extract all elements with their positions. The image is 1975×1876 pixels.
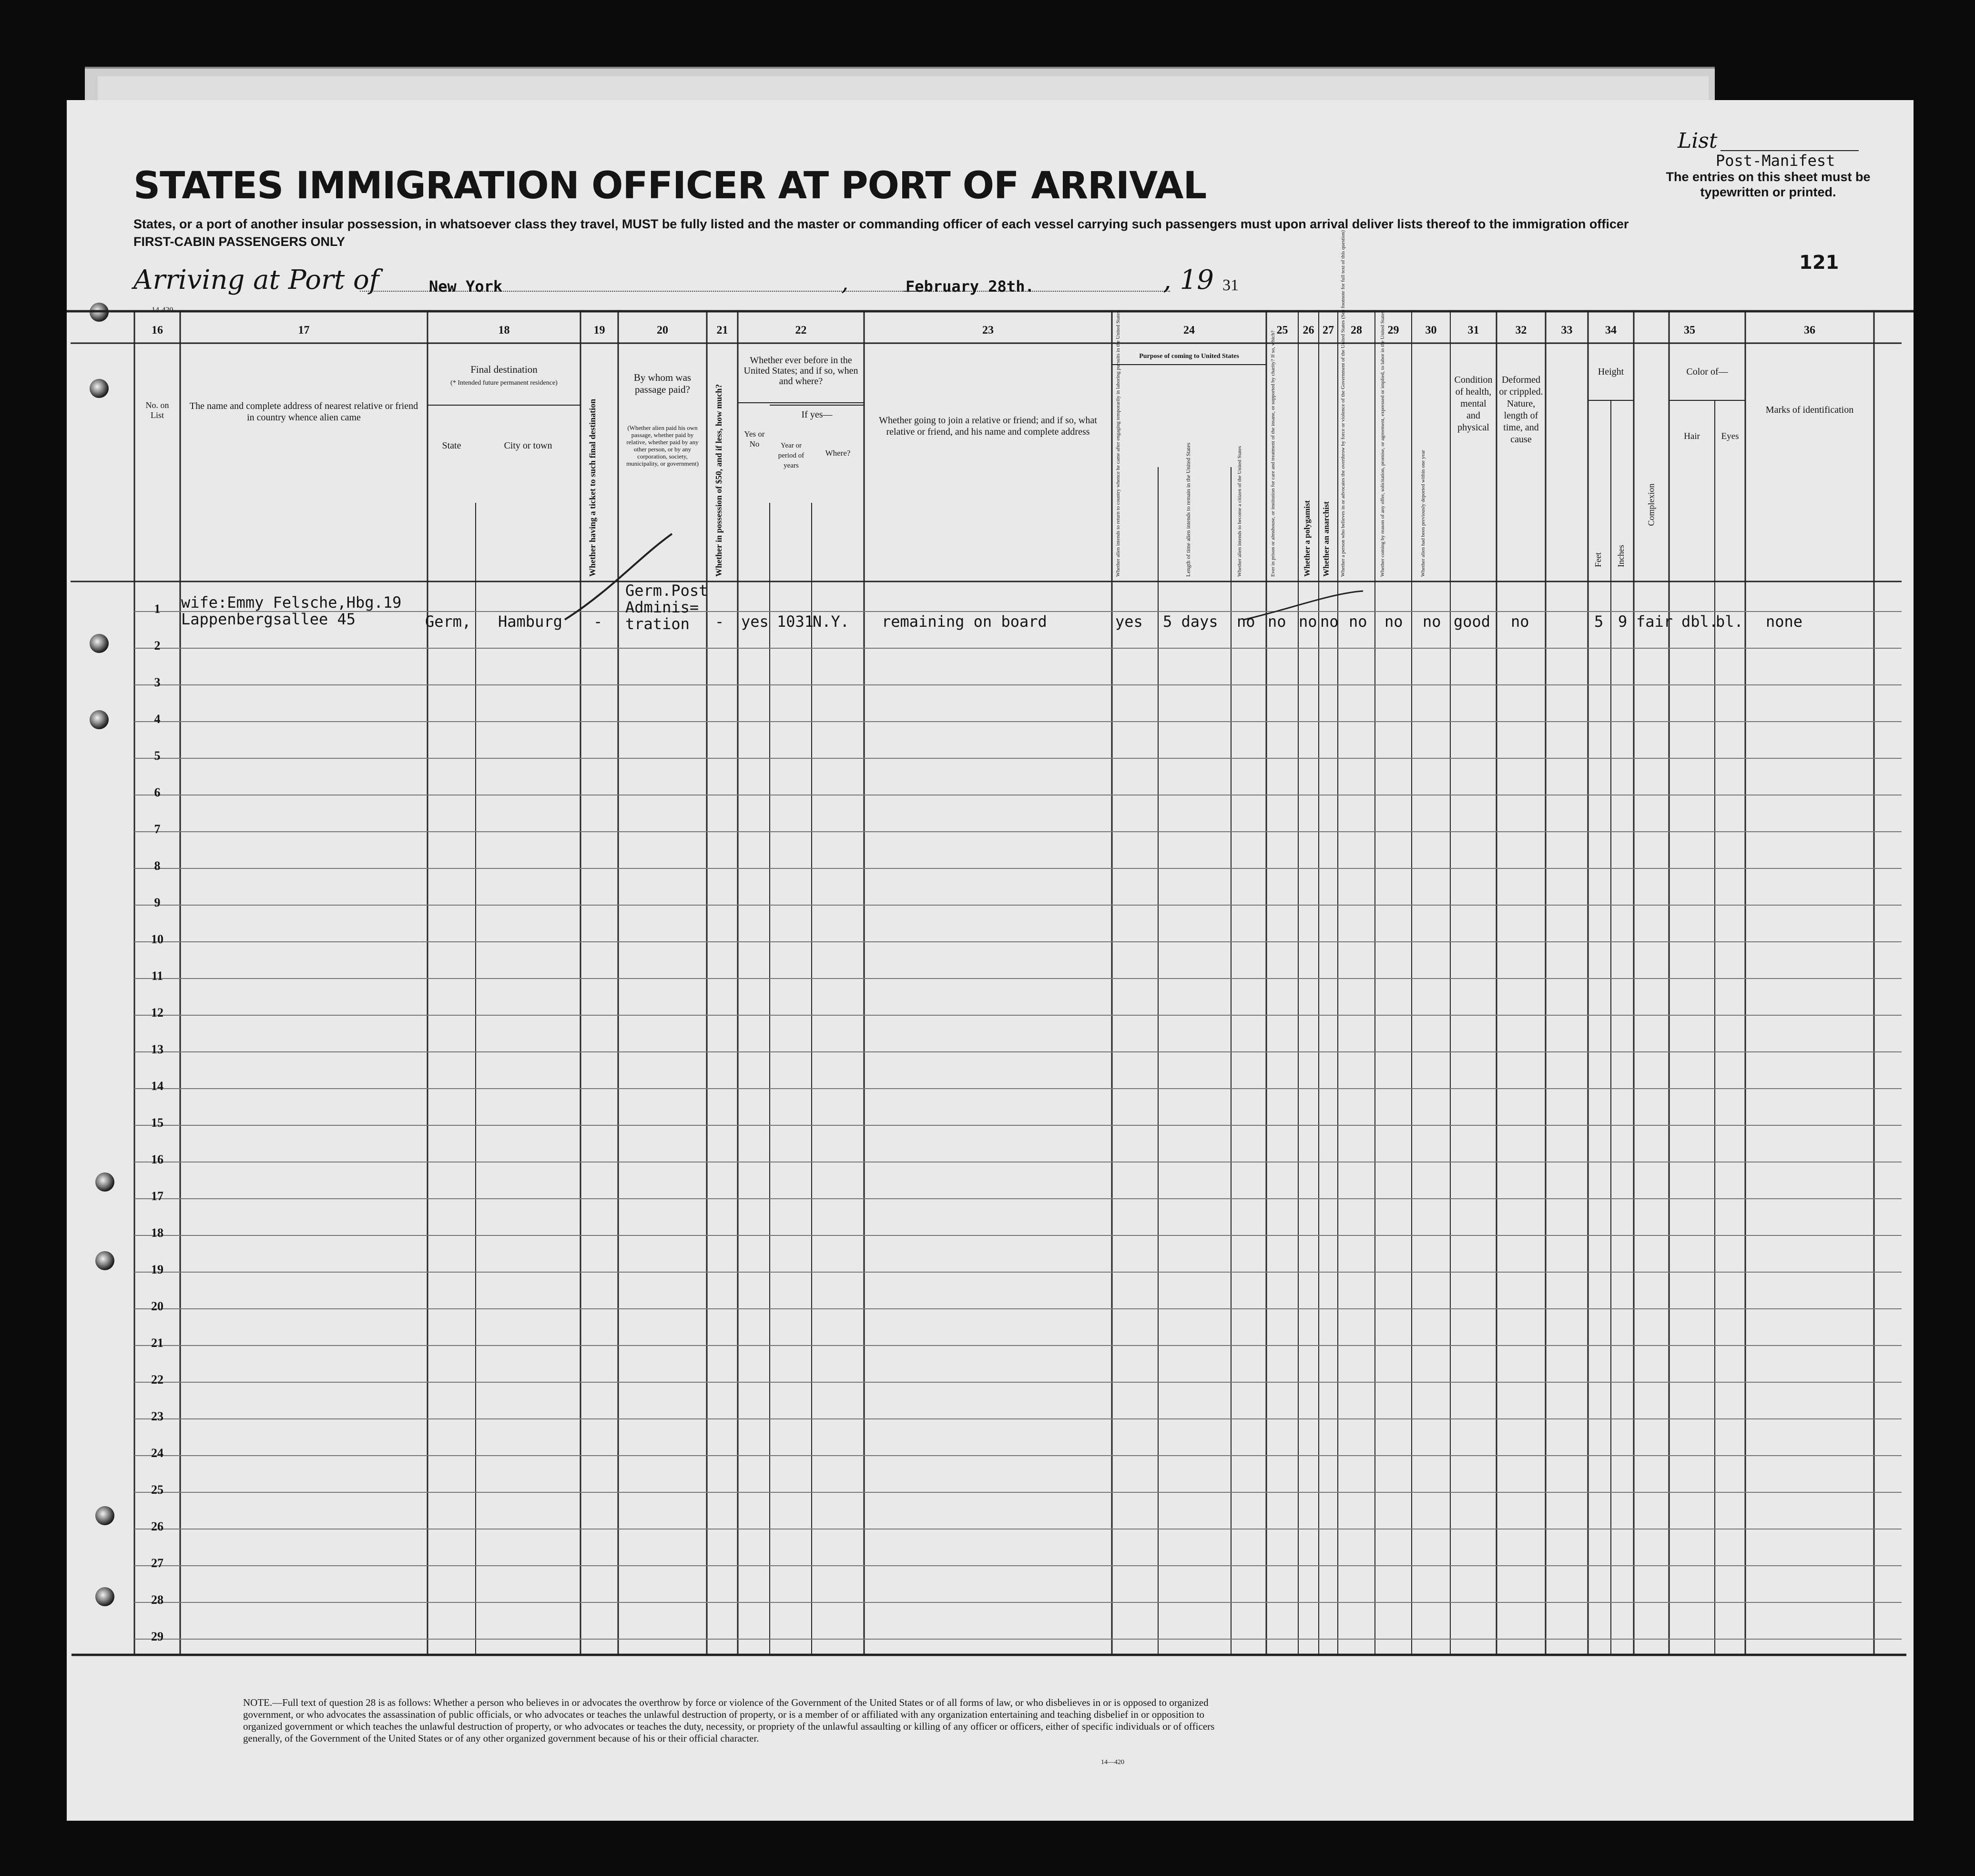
- row-number: 13: [151, 1042, 163, 1056]
- row-number: 20: [151, 1299, 163, 1313]
- col-num-20: 20: [657, 324, 668, 336]
- col-num-27: 27: [1323, 324, 1334, 336]
- entry-ticket: -: [593, 612, 603, 631]
- entry-polygamist: no: [1299, 612, 1317, 631]
- col-num-22: 22: [795, 324, 807, 336]
- header-anarchist: Whether an anarchist: [1322, 501, 1331, 577]
- entry-paid-by-3: tration: [625, 615, 690, 633]
- row-number: 28: [151, 1593, 163, 1607]
- entry-relative-line2: Lappenbergsallee 45: [181, 610, 356, 628]
- row-number: 7: [154, 822, 161, 836]
- header-deformed: Deformed or crippled. Nature, length of time, and cause: [1499, 375, 1543, 445]
- entry-offer: no: [1385, 612, 1403, 631]
- header-passage-paid: By whom was passage paid?: [633, 372, 692, 395]
- row-number: 25: [151, 1483, 163, 1497]
- col-num-34: 34: [1605, 324, 1617, 336]
- row-number: 3: [154, 675, 161, 689]
- header-where: Where?: [825, 449, 851, 458]
- col-num-29: 29: [1387, 324, 1399, 336]
- entry-before: yes: [741, 612, 769, 631]
- row-number: 14: [151, 1079, 163, 1093]
- col-num-18: 18: [498, 324, 510, 336]
- subtitle: States, or a port of another insular possession, in whatsoever class they travel, MUST be fully listed and the master or commanding officer of each vessel carrying such passengers must upon arrival deliver lists thereof to the immigration officer: [133, 217, 1629, 231]
- row-number: 1: [154, 602, 161, 616]
- header-purpose: Purpose of coming to United States: [1139, 353, 1239, 360]
- col-num-30: 30: [1425, 324, 1437, 336]
- footnote-question-28: NOTE.—Full text of question 28 is as follows: Whether a person who believes in or advocates the overthrow by force or violence of the Government of the United States or of all forms of law, or who disbelieves in or is opposed to organized government, or who advocates the assassination of public officials, or who advocates or teaches the unlawful destruction of property, or is a member of or affiliated with any organization entertaining and teaching disbelief in or opposition to organized government or which teaches the unlawful destruction of property, or who advocates or teaches the duty, necessity, or propriety of the unlawful assaulting or killing of any officer or officers, either of specific individuals or of officers generally, of the Government of the United States or of any other organized government because of his or their official character.: [243, 1697, 1215, 1744]
- entry-period: 1031: [777, 612, 814, 631]
- row-number: 12: [151, 1006, 163, 1020]
- row-number: 4: [154, 712, 161, 726]
- entry-joining: remaining on board: [882, 612, 1047, 631]
- header-purpose-citizen: Whether alien intends to become a citizen of the United States: [1237, 446, 1242, 577]
- row-number: 2: [154, 639, 161, 653]
- row-number: 5: [154, 749, 161, 763]
- manifest-page: [67, 100, 1914, 1821]
- entry-hair: dbl.: [1681, 612, 1719, 631]
- header-polygamist: Whether a polygamist: [1303, 500, 1312, 577]
- header-joining: Whether going to join a relative or friend; and if so, what relative or friend, and his name and complete address: [879, 415, 1097, 437]
- entry-deformed: no: [1511, 612, 1529, 631]
- header-health: Condition of health, mental and physical: [1454, 375, 1493, 433]
- row-number: 27: [151, 1556, 163, 1570]
- col-num-23: 23: [982, 324, 994, 336]
- entry-paid-by-1: Germ.Post: [625, 581, 708, 600]
- col-num-36: 36: [1804, 324, 1815, 336]
- header-feet: Feet: [1593, 552, 1603, 567]
- row-number: 29: [151, 1630, 163, 1643]
- entry-complexion: fair: [1636, 612, 1673, 631]
- entry-prison: no: [1268, 612, 1286, 631]
- form-code-bottom: 14—420: [1101, 1759, 1124, 1766]
- header-overthrow: Whether a person who believes in or advocates the overthrow by force or violence of the Government of the United States (See footnote for full text of this question): [1340, 230, 1346, 577]
- header-purpose-length: Length of time alien intends to remain in the United States: [1185, 442, 1191, 577]
- row-number: 16: [151, 1152, 163, 1166]
- header-offer: Whether coming by reason of any offer, solicitation, promise, or agreement, expressed or implied, to labor in the United States: [1380, 311, 1385, 577]
- col-num-24: 24: [1183, 324, 1195, 336]
- header-deported: Whether alien had been previously deported within one year: [1420, 450, 1426, 577]
- year-value: 31: [1222, 276, 1239, 294]
- entry-overthrow: no: [1349, 612, 1367, 631]
- header-hair: Hair: [1684, 431, 1700, 441]
- entry-inches: 9: [1618, 612, 1628, 631]
- header-marks: Marks of identification: [1765, 405, 1854, 415]
- header-period: Year or period of years: [778, 442, 804, 469]
- header-eyes: Eyes: [1721, 431, 1739, 441]
- header-passage-paid-note: (Whether alien paid his own passage, whether paid by relative, whether paid by any other person, or by any corporation, society, municipality, or government): [626, 424, 699, 467]
- row-number: 18: [151, 1226, 163, 1240]
- entry-state: Germ,: [425, 612, 471, 631]
- header-if-yes: If yes—: [801, 409, 833, 420]
- col-num-21: 21: [716, 324, 728, 336]
- row-number: 6: [154, 785, 161, 799]
- entries-instruction: The entries on this sheet must be typewritten or printed.: [1666, 170, 1871, 199]
- entry-length: 5 days: [1163, 612, 1218, 631]
- entry-return: yes: [1115, 612, 1143, 631]
- form-code-top: 14-420: [152, 306, 173, 314]
- header-final-destination: Final destination: [470, 364, 538, 375]
- header-final-destination-note: (* Intended future permanent residence): [450, 379, 558, 387]
- entry-relative-line1: wife:Emmy Felsche,Hbg.19: [181, 593, 402, 612]
- col-num-25: 25: [1276, 324, 1288, 336]
- entry-where: N.Y.: [813, 612, 850, 631]
- entry-paid-by-2: Adminis=: [625, 598, 699, 616]
- header-color-of: Color of—: [1686, 367, 1728, 377]
- col-num-16: 16: [152, 324, 163, 336]
- comma: ,: [841, 269, 849, 296]
- header-yes-no: Yes or No: [744, 429, 765, 449]
- header-purpose-return: Whether alien intends to return to country whence he came after engaging temporarily in laboring pursuits in the United States: [1115, 311, 1121, 577]
- list-label: List: [1678, 129, 1718, 153]
- header-nearest-relative: The name and complete address of nearest relative or friend in country whence alien came: [189, 401, 418, 423]
- class-line: FIRST-CABIN PASSENGERS ONLY: [133, 234, 346, 249]
- row-number: 23: [151, 1409, 163, 1423]
- col-num-32: 32: [1515, 324, 1527, 336]
- row-number: 26: [151, 1519, 163, 1533]
- col-num-26: 26: [1303, 324, 1314, 336]
- row-number: 8: [154, 859, 161, 873]
- entry-feet: 5: [1594, 612, 1604, 631]
- row-number: 21: [151, 1336, 163, 1350]
- entry-marks: none: [1766, 612, 1803, 631]
- col-num-31: 31: [1467, 324, 1479, 336]
- row-number: 22: [151, 1373, 163, 1387]
- header-complexion: Complexion: [1646, 483, 1656, 526]
- entry-city: Hamburg: [498, 612, 562, 631]
- header-height: Height: [1598, 367, 1624, 377]
- col-num-28: 28: [1351, 324, 1362, 336]
- arriving-label: Arriving at Port of: [133, 265, 379, 296]
- date-value: February 28th.: [906, 277, 1034, 296]
- entry-money: -: [715, 612, 724, 631]
- row-number: 24: [151, 1446, 163, 1460]
- year-prefix: , 19: [1163, 265, 1214, 296]
- header-no-on-list: No. on List: [145, 400, 169, 420]
- header-inches: Inches: [1616, 545, 1626, 567]
- col-num-17: 17: [298, 324, 310, 336]
- entry-health: good: [1454, 612, 1491, 631]
- entry-citizen: no: [1237, 612, 1255, 631]
- col-num-19: 19: [593, 324, 605, 336]
- port-value: New York: [429, 277, 503, 296]
- post-manifest-stamp: Post-Manifest: [1716, 152, 1835, 170]
- header-state: State: [442, 440, 461, 451]
- header-ever-before: Whether ever before in the United States; and if so, when and where?: [743, 355, 858, 387]
- header-city: City or town: [504, 440, 552, 451]
- page-number: 121: [1799, 252, 1839, 274]
- header-fifty-dollars: Whether in possession of $50, and if less, how much?: [714, 384, 723, 577]
- row-number: 11: [151, 969, 163, 983]
- row-number: 17: [151, 1189, 163, 1203]
- col-num-33: 33: [1561, 324, 1573, 336]
- entry-eyes: bl.: [1716, 612, 1743, 631]
- row-number: 10: [151, 932, 163, 946]
- row-number: 19: [151, 1263, 163, 1276]
- manifest-grid: [67, 100, 1914, 1821]
- row-number: 15: [151, 1116, 163, 1130]
- entry-anarchist: no: [1320, 612, 1339, 631]
- col-num-35: 35: [1684, 324, 1695, 336]
- row-number: 9: [154, 896, 161, 909]
- header-ticket: Whether having a ticket to such final destination: [588, 398, 597, 577]
- entry-deported: no: [1423, 612, 1441, 631]
- page-title: STATES IMMIGRATION OFFICER AT PORT OF ARRIVAL: [133, 164, 1207, 207]
- header-prison: Ever in prison or almshouse, or institution for care and treatment of the insane, or supported by charity? If so, which?: [1270, 330, 1276, 577]
